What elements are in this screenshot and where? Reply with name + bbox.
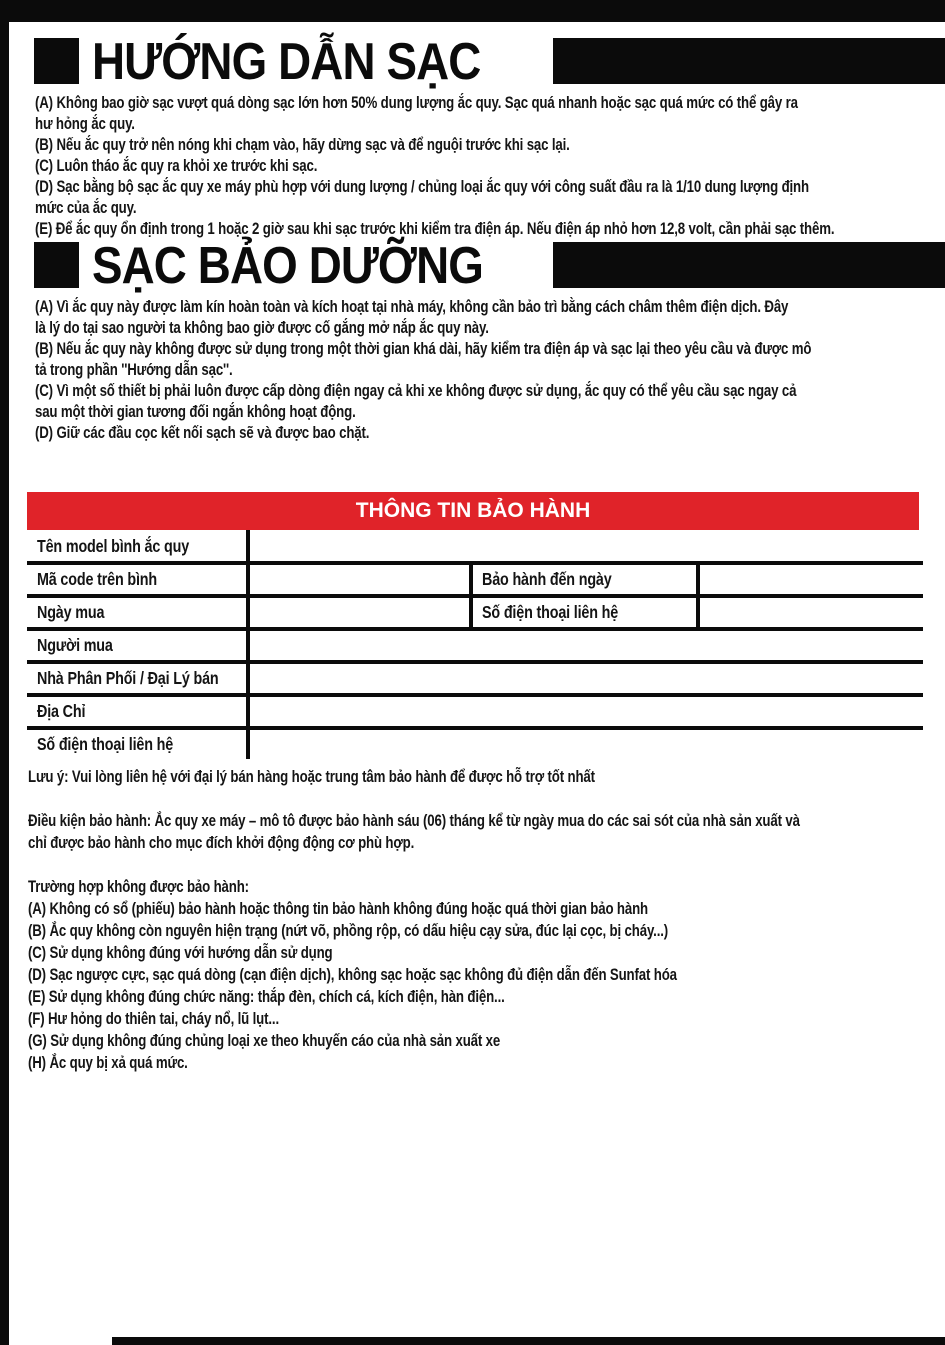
body-line: (C) Vì một số thiết bị phải luôn được cấp dòng điện ngay cả khi xe không được sử dụng, ắc quy có thể yêu cầu sạc ngay cả (35, 381, 797, 400)
table-row-label: Số điện thoại liên hệ (37, 734, 174, 754)
table-row-label: Người mua (37, 635, 113, 655)
table-row-label: Nhà Phân Phối / Đại Lý bán (37, 668, 219, 688)
exclusion-line: (D) Sạc ngược cực, sạc quá dòng (cạn điện dịch), không sạc hoặc sạc không đủ điện dẫn đến Sunfat hóa (28, 965, 677, 984)
warranty-condition-line: chỉ được bảo hành cho mục đích khởi động động cơ phù hợp. (28, 833, 415, 852)
body-line: (C) Luôn tháo ắc quy ra khỏi xe trước khi sạc. (35, 156, 318, 175)
warranty-table-header: THÔNG TIN BẢO HÀNH (27, 492, 919, 530)
table-row-label: Ngày mua (37, 602, 105, 622)
body-line: (A) Không bao giờ sạc vượt quá dòng sạc lớn hơn 50% dung lượng ắc quy. Sạc quá nhanh hoặc sạc quá mức có thể gây ra (35, 93, 798, 112)
section-marker-square (34, 38, 79, 84)
table-row-label: Tên model bình ắc quy (37, 536, 190, 556)
body-line: (A) Vì ắc quy này được làm kín hoàn toàn và kích hoạt tại nhà máy, không cần bảo trì bằng cách châm thêm điện dịch. Đây (35, 297, 789, 316)
body-line: mức của ắc quy. (35, 198, 137, 217)
body-line: sau một thời gian tương đối ngắn không hoạt động. (35, 402, 356, 421)
bottom-edge-bar (112, 1337, 945, 1345)
exclusion-line: (A) Không có sổ (phiếu) bảo hành hoặc thông tin bảo hành không đúng hoặc quá thời gian bảo hành (28, 899, 648, 918)
warranty-condition-line: Điều kiện bảo hành: Ắc quy xe máy – mô tô được bảo hành sáu (06) tháng kể từ ngày mua do các sai sót của nhà sản xuất và (28, 811, 800, 830)
dealer-value-cell (250, 664, 919, 693)
body-line: hư hỏng ắc quy. (35, 114, 135, 133)
exclusion-line: (E) Sử dụng không đúng chức năng: thắp đèn, chích cá, kích điện, hàn điện... (28, 987, 505, 1006)
body-line: (D) Sạc bằng bộ sạc ắc quy xe máy phù hợp với dung lượng / chủng loại ắc quy với công suất đầu ra là 1/10 dung lượng định (35, 177, 809, 196)
body-line: (D) Giữ các đầu cọc kết nối sạch sẽ và được bao chặt. (35, 423, 370, 442)
address-value-cell (250, 697, 919, 726)
phone-value-cell (250, 730, 919, 759)
buyer-value-cell (250, 631, 919, 660)
table-row-label: Bảo hành đến ngày (482, 569, 612, 589)
exclusions-title: Trường hợp không được bảo hành: (28, 877, 249, 896)
body-line: (B) Nếu ắc quy trở nên nóng khi chạm vào, hãy dừng sạc và để nguội trước khi sạc lại. (35, 135, 570, 154)
purchase-date-value-cell (250, 598, 469, 627)
exclusion-line: (G) Sử dụng không đúng chủng loại xe theo khuyến cáo của nhà sản xuất xe (28, 1031, 501, 1050)
left-edge-strip (0, 0, 9, 1345)
table-row-label: Mã code trên bình (37, 569, 158, 589)
table-divider (469, 561, 473, 631)
section-header-bar (553, 242, 945, 288)
contact-phone-value-cell (700, 598, 919, 627)
section-header-bar (553, 38, 945, 84)
exclusion-line: (F) Hư hỏng do thiên tai, cháy nổ, lũ lụt... (28, 1009, 279, 1028)
exclusion-line: (H) Ắc quy bị xả quá mức. (28, 1053, 188, 1072)
section-marker-square (34, 242, 79, 288)
section-maintenance-title: SẠC BẢO DƯỠNG (92, 237, 483, 295)
exclusion-line: (B) Ắc quy không còn nguyên hiện trạng (nứt võ, phồng rộp, có dấu hiệu cạy sửa, đúc lại cọc, bị cháy...) (28, 921, 669, 940)
model-name-value-cell (250, 530, 919, 561)
table-row-label: Số điện thoại liên hệ (482, 602, 619, 622)
note-line: Lưu ý: Vui lòng liên hệ với đại lý bán hàng hoặc trung tâm bảo hành để được hỗ trợ tốt nhất (28, 767, 595, 786)
table-row-label: Địa Chỉ (37, 701, 86, 721)
exclusion-line: (C) Sử dụng không đúng với hướng dẫn sử dụng (28, 943, 333, 962)
top-edge-bar (0, 0, 945, 22)
battery-code-value-cell (250, 565, 469, 594)
body-line: tả trong phần ''Hướng dẫn sạc''. (35, 360, 233, 379)
section-charging-title: HƯỚNG DẪN SẠC (92, 33, 481, 91)
warranty-until-value-cell (700, 565, 919, 594)
body-line: (B) Nếu ắc quy này không được sử dụng trong một thời gian khá dài, hãy kiểm tra điện áp và sạc lại theo yêu cầu và được mô (35, 339, 812, 358)
body-line: là lý do tại sao người ta không bao giờ được cố gắng mở nắp ắc quy này. (35, 318, 489, 337)
body-line: (E) Để ắc quy ổn định trong 1 hoặc 2 giờ sau khi sạc trước khi kiểm tra điện áp. Nếu điện áp nhỏ hơn 12,8 volt, cần phải sạc thêm. (35, 219, 835, 238)
